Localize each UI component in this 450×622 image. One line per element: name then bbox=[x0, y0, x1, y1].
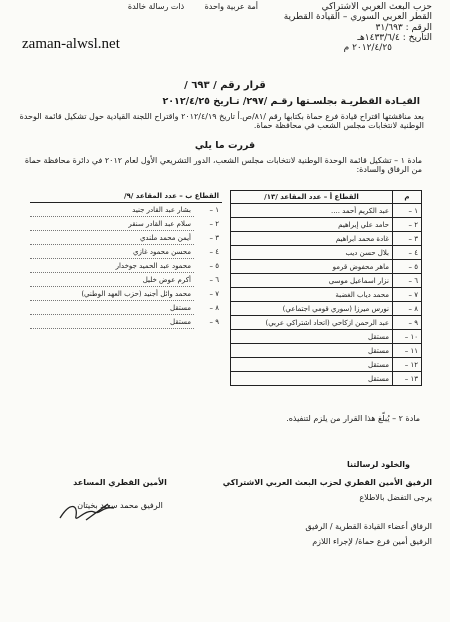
gregorian-date: ٢٠١٢/٤/٢٥ م bbox=[343, 43, 392, 54]
row-number: ١٠ – bbox=[393, 330, 422, 344]
candidate-name: مستقل bbox=[231, 372, 393, 386]
table-row bbox=[231, 372, 422, 386]
table-row bbox=[30, 231, 222, 245]
table-row bbox=[30, 245, 222, 259]
row-number: ١ – bbox=[393, 204, 422, 218]
handwritten-signature bbox=[56, 498, 126, 528]
row-number: ١٢ – bbox=[393, 358, 422, 372]
candidate-name: مستقل bbox=[231, 358, 393, 372]
decision-title: قرار رقم / ٦٩٣ / bbox=[184, 80, 266, 91]
decision-header: القيـادة القطريـة بجلسـتها رقـم /٢٩٧/ تـاريخ ٢٠١٢/٤/٢٥ bbox=[162, 96, 420, 107]
addressee-request: يرجى التفضل بالاطلاع bbox=[359, 493, 432, 503]
candidate-name: بلال حسن ديب bbox=[231, 246, 393, 260]
candidate-name: مستقل bbox=[30, 301, 194, 315]
party-slogan bbox=[88, 2, 258, 11]
candidate-name: سلام عبد القادر سنقر bbox=[30, 217, 194, 231]
row-number: ٣ – bbox=[393, 232, 422, 246]
candidate-name: عبد الكريم أحمد .... bbox=[231, 204, 393, 218]
table-row bbox=[231, 330, 422, 344]
candidate-name: بشار عبد القادر جنيد bbox=[30, 203, 194, 217]
column-sector-a: القطاع أ – عدد المقاعد /١٣/ bbox=[231, 191, 393, 204]
table-row bbox=[231, 316, 422, 330]
table-row bbox=[30, 315, 222, 329]
table-row bbox=[30, 273, 222, 287]
table-header bbox=[30, 190, 222, 203]
row-number: ٤ – bbox=[393, 246, 422, 260]
row-number: ٨ – bbox=[393, 302, 422, 316]
table-row bbox=[231, 344, 422, 358]
table-row bbox=[231, 246, 422, 260]
table-row bbox=[30, 259, 222, 273]
row-number: ٨ – bbox=[209, 303, 219, 312]
table-row bbox=[231, 260, 422, 274]
candidate-name: نزار اسماعيل موسى bbox=[231, 274, 393, 288]
decision-intro: بعد مناقشتها اقتراح قيادة فرع حماة بكتابها رقم /٨١/ص.أ تاريخ ٢٠١٢/٤/١٩ واقتراح اللجنة القيادية حول تشكيل قائمة الوحدة الوطنية لانتخابات مجلس الشعب في محافظة حماة. bbox=[19, 112, 424, 131]
row-number: ٢ – bbox=[393, 218, 422, 232]
candidate-name: غادة محمد ابراهيم bbox=[231, 232, 393, 246]
reference-number: الرقم : ٣١/٦٩٣ bbox=[375, 22, 432, 33]
letterhead bbox=[232, 2, 432, 54]
row-number: ١١ – bbox=[393, 344, 422, 358]
row-number: ٧ – bbox=[209, 289, 219, 298]
row-number: ٩ – bbox=[393, 316, 422, 330]
signatory-name: الرفيق محمد سعيد بخيتان bbox=[77, 501, 163, 511]
candidate-name: مستقل bbox=[231, 344, 393, 358]
row-number: ٦ – bbox=[209, 275, 219, 284]
table-row bbox=[30, 301, 222, 315]
party-name: حزب البعث العربي الاشتراكي bbox=[321, 2, 432, 12]
article-1: مادة ١ – تشكيل قائمة الوحدة الوطنية لانتخابات مجلس الشعب، الدور التشريعي الأول لعام ٢٠١٢ في دائرة محافظة حماة من الرفاق والسادة: bbox=[24, 156, 422, 175]
slogan-part-b: ذات رسالة خالدة bbox=[127, 2, 185, 11]
table-row bbox=[231, 288, 422, 302]
candidate-name: أيمن محمد ملندي bbox=[30, 231, 194, 245]
signatory-title: الأمين القطري المساعد bbox=[73, 478, 167, 487]
table-row bbox=[30, 203, 222, 217]
table-row bbox=[231, 218, 422, 232]
sector-b-table bbox=[30, 190, 222, 329]
cc-line-2: الرفيق أمين فرع حماة/ لإجراء اللازم bbox=[312, 537, 432, 546]
candidate-name: نورس ميرزا (سوري قومي اجتماعي) bbox=[231, 302, 393, 316]
row-number: ٣ – bbox=[209, 233, 219, 242]
row-number: ٢ – bbox=[209, 219, 219, 228]
table-header bbox=[231, 191, 422, 204]
candidate-name: مستقل bbox=[30, 315, 194, 329]
row-number: ١ – bbox=[209, 205, 219, 214]
addressee-line: الرفيق الأمين القطري لحزب البعث العربي الاشتراكي bbox=[222, 478, 432, 487]
article-2: مادة ٢ – يُبلّغ هذا القرار من يلزم لتنفيذه. bbox=[286, 414, 420, 423]
decided-heading: قررت ما يلي bbox=[194, 140, 256, 151]
candidate-name: محمد دياب الغضبة bbox=[231, 288, 393, 302]
addressee-block bbox=[192, 478, 432, 502]
table-row bbox=[30, 287, 222, 301]
candidate-name: مستقل bbox=[231, 330, 393, 344]
candidate-name: ماهر محفوض قرمو bbox=[231, 260, 393, 274]
candidate-name: حامد علي إبراهيم bbox=[231, 218, 393, 232]
candidate-name: أكرم عوض خليل bbox=[30, 273, 194, 287]
row-number: ١٣ – bbox=[393, 372, 422, 386]
sector-a-table bbox=[230, 190, 422, 386]
closing-phrase: والخلود لرسالتنا bbox=[346, 460, 410, 469]
candidate-name: محسن محمود غازي bbox=[30, 245, 194, 259]
column-sector-b: القطاع ب – عدد المقاعد /٩/ bbox=[30, 190, 222, 203]
table-row bbox=[231, 204, 422, 218]
table-row bbox=[231, 302, 422, 316]
row-number: ٥ – bbox=[393, 260, 422, 274]
table-row bbox=[30, 217, 222, 231]
candidate-name: محمد وائل أجنيد (حزب العهد الوطني) bbox=[30, 287, 194, 301]
row-number: ٦ – bbox=[393, 274, 422, 288]
table-row bbox=[231, 274, 422, 288]
hijri-date: التاريخ : ١٤٣٣/٦/٤هـ bbox=[357, 33, 432, 44]
branch-name: القطر العربي السوري – القيادة القطرية bbox=[283, 12, 432, 23]
table-row bbox=[231, 358, 422, 372]
watermark: zaman-alwsl.net bbox=[22, 36, 120, 52]
row-number: ٧ – bbox=[393, 288, 422, 302]
candidate-name: محمود عبد الحميد جوخدار bbox=[30, 259, 194, 273]
row-number: ٥ – bbox=[209, 261, 219, 270]
cc-line-1: الرفاق أعضاء القيادة القطرية / الرفيق bbox=[305, 522, 432, 531]
table-row bbox=[231, 232, 422, 246]
slogan-part-a: أمة عربية واحدة bbox=[204, 2, 258, 11]
row-number: ٩ – bbox=[209, 317, 219, 326]
candidate-name: عبد الرحمن ازكاحي (اتحاد اشتراكي عربي) bbox=[231, 316, 393, 330]
row-number: ٤ – bbox=[209, 247, 219, 256]
column-num: م bbox=[393, 191, 422, 204]
